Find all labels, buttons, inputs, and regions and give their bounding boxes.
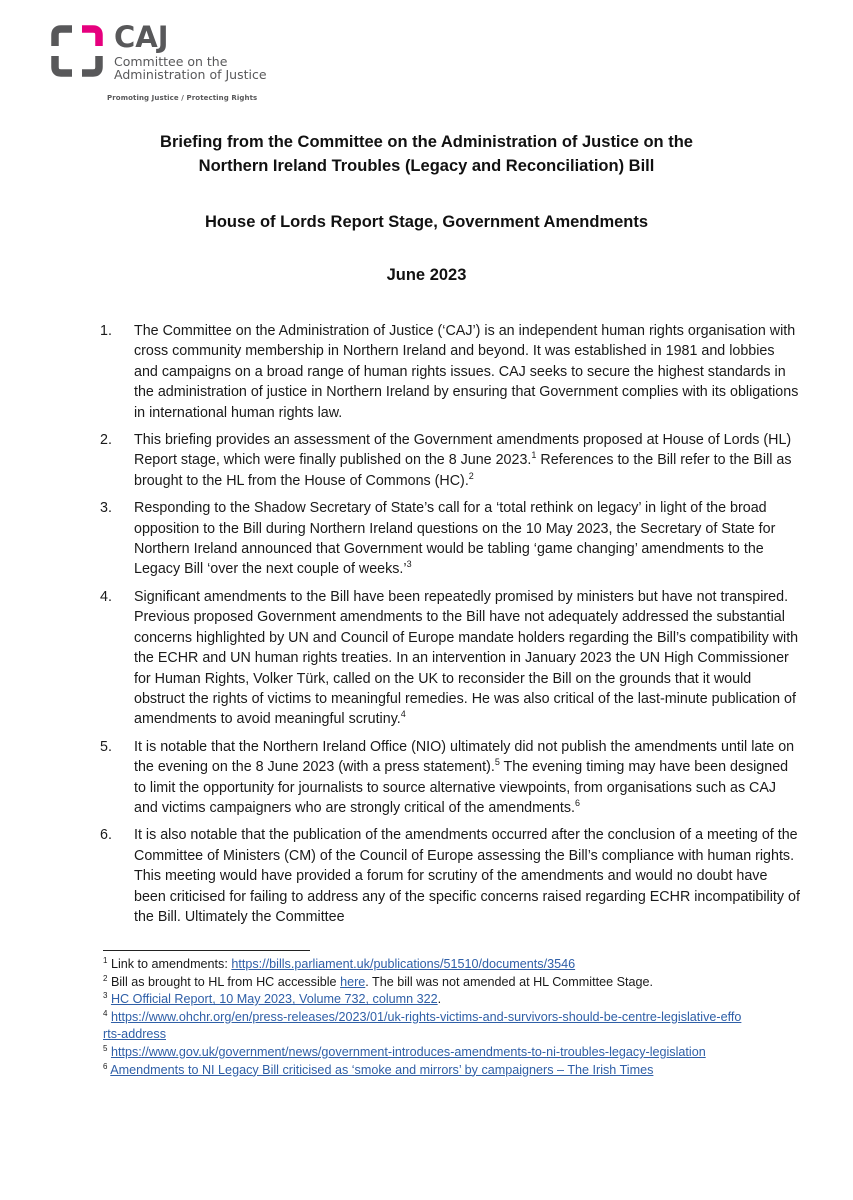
logo-tagline: Promoting Justice / Protecting Rights — [107, 94, 258, 102]
paragraph-text: Significant amendments to the Bill have been repeatedly promised by ministers but have not transpired. Previous proposed Government amendments to the Bill have not adequately addressed the substantial concerns highlighted by UN and Council of Europe mandate holders regarding the Bill’s compatibility with the ECHR and UN human rights treaties. In an intervention in January 2023 the UN High Commissioner for Human Rights, Volker Türk, called on the UK to reconsider the Bill on the grounds that it would obstruct the rights of victims to meaningful remedies. He was also critical of the last-minute publication of amendments to avoid meaningful scrutiny. — [134, 588, 799, 728]
footnote-ref[interactable]: 4 — [400, 709, 406, 720]
numbered-paragraph-list — [100, 321, 800, 934]
footnote-number: 6 — [103, 1061, 108, 1071]
footnote-ref[interactable]: 1 — [531, 450, 537, 461]
paragraph-number: 2. — [100, 432, 112, 449]
paragraph-text: It is notable that the Northern Ireland Office (NIO) ultimately did not publish the amendments until late on the evening on the 8 June 2023 (with a press statement). — [134, 738, 795, 776]
paragraph-number: 4. — [100, 588, 112, 605]
footnote-number: 3 — [103, 991, 108, 1000]
logo-name-line-1: Committee on the — [114, 54, 228, 69]
paragraph-number: 1. — [100, 323, 112, 339]
footnote-link[interactable]: here — [340, 974, 366, 989]
paragraph-text: The evening timing may have been designed to limit the opportunity for journalists to source alternative viewpoints, from organisations such as CAJ and victims campaigners who are strongly critical of the amendments. — [134, 759, 789, 816]
paragraph-2 — [100, 430, 800, 491]
footnotes — [103, 956, 743, 1079]
footnote-number: 1 — [103, 955, 108, 965]
document-subtitle: House of Lords Report Stage, Government Amendments — [204, 213, 649, 231]
footnote-4 — [103, 1009, 743, 1044]
footnote-3 — [103, 991, 743, 1009]
paragraph-text: References to the Bill refer to the Bill as brought to the HL from the House of Commons (HC). — [134, 452, 792, 489]
footnote-text: . The bill was not amended at HL Committee Stage. — [365, 974, 653, 989]
paragraph-1 — [100, 321, 800, 423]
paragraph-text: This briefing provides an assessment of the Government amendments proposed at House of Lords (HL) Report stage, which were finally published on the 8 June 2023. — [134, 432, 792, 469]
footnote-link[interactable]: https://www.ohchr.org/en/press-releases/2023/01/uk-rights-victims-and-survivors-should-be-centre-legislative-efforts-address — [103, 1009, 742, 1042]
footnote-number: 5 — [103, 1043, 108, 1053]
footnote-link[interactable]: https://www.gov.uk/government/news/government-introduces-amendments-to-ni-troubles-legacy-legislation — [110, 1044, 706, 1059]
paragraph-4 — [100, 587, 800, 730]
paragraph-number: 5. — [100, 738, 112, 755]
footnote-link[interactable]: HC Official Report, 10 May 2023, Volume 732, column 322 — [110, 992, 438, 1007]
paragraph-text: The Committee on the Administration of Justice (‘CAJ’) is an independent human rights organisation with cross community membership in Northern Ireland and beyond. It was established in 1981 and lobbies and campaigns on a broad range of human rights issues. CAJ seeks to secure the highest standards in the administration of justice in Northern Ireland by ensuring that Government complies with its obligations in international human rights law. — [134, 323, 799, 421]
footnote-5 — [103, 1044, 743, 1062]
paragraph-number: 3. — [100, 500, 112, 517]
paragraph-text: It is also notable that the publication of the amendments occurred after the conclusion of a meeting of the Committee of Ministers (CM) of the Council of Europe assessing the Bill’s compliance with human rights. This meeting would have provided a forum for scrutiny of the amendments and would no doubt have been criticised for failing to address any of the specific concerns raised regarding ECHR incompatibility of the Bill. Ultimately the Committee — [134, 827, 800, 925]
paragraph-3 — [100, 498, 800, 580]
footnote-text: . — [437, 992, 442, 1007]
footnote-text: Link to amendments: — [107, 957, 232, 971]
footnote-2 — [103, 974, 743, 992]
title-line-2: Northern Ireland Troubles (Legacy and Reconciliation) Bill — [198, 157, 655, 175]
footnote-ref[interactable]: 2 — [468, 471, 474, 482]
footnote-link[interactable]: Amendments to NI Legacy Bill criticised as ‘smoke and mirrors’ by campaigners – The Irish Times — [110, 1062, 654, 1077]
paragraph-6 — [100, 825, 800, 927]
paragraph-number: 6. — [100, 827, 112, 844]
footnote-ref[interactable]: 6 — [575, 798, 581, 809]
document-date: June 2023 — [386, 266, 467, 284]
footnote-ref[interactable]: 5 — [494, 757, 500, 768]
document-title — [60, 130, 793, 178]
caj-logo-mark-icon — [50, 24, 104, 78]
caj-logo — [50, 20, 290, 104]
footnote-text: Bill as brought to HL from HC accessible — [107, 974, 341, 989]
footnote-number: 2 — [103, 973, 108, 983]
footnote-link[interactable]: https://bills.parliament.uk/publications/51510/documents/3546 — [231, 957, 576, 971]
title-line-1: Briefing from the Committee on the Administration of Justice on the — [160, 133, 693, 151]
footnote-1 — [103, 956, 743, 974]
paragraph-5 — [100, 737, 800, 819]
footnote-separator — [103, 950, 310, 951]
logo-abbreviation: CAJ — [114, 20, 169, 54]
logo-organisation-name — [114, 55, 267, 81]
footnote-6 — [103, 1062, 743, 1080]
paragraph-text: Responding to the Shadow Secretary of State’s call for a ‘total rethink on legacy’ in light of the broad opposition to the Bill during Northern Ireland questions on the 10 May 2023, the Secretary of State for Northern Ireland announced that Government would be tabling ‘game changing’ amendments to the Legacy Bill ‘over the next couple of weeks.’ — [134, 500, 776, 578]
footnote-ref[interactable]: 3 — [406, 559, 412, 570]
footnote-number: 4 — [103, 1008, 108, 1018]
logo-name-line-2: Administration of Justice — [114, 67, 267, 82]
